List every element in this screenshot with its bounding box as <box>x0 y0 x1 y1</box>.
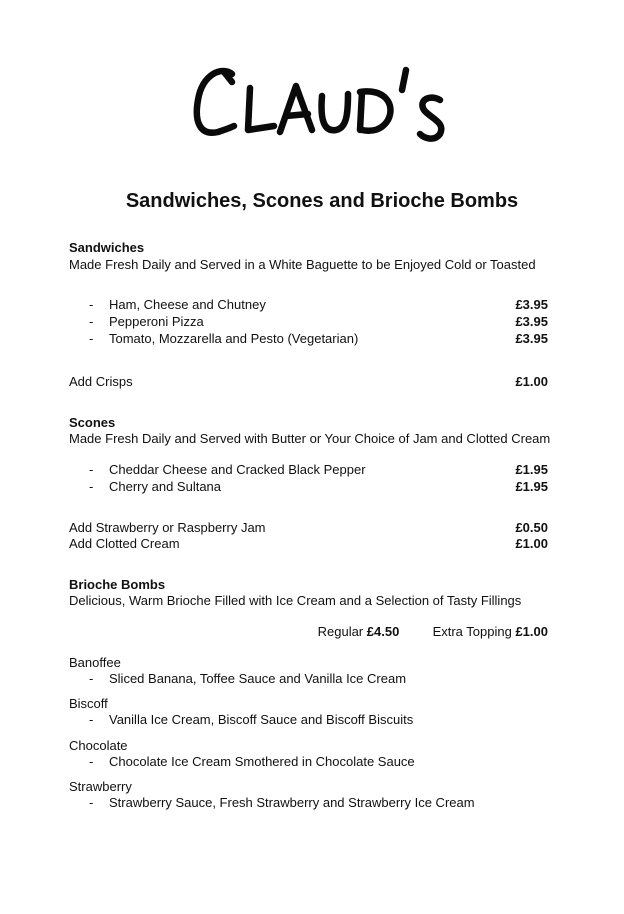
extra-price: £0.50 <box>515 520 548 535</box>
section-subtitle-scones: Made Fresh Daily and Served with Butter or Your Choice of Jam and Clotted Cream <box>69 431 551 446</box>
extra-name: Add Strawberry or Raspberry Jam <box>69 520 266 535</box>
item-name: Pepperoni Pizza <box>109 314 204 329</box>
section-subtitle-sandwiches: Made Fresh Daily and Served in a White Baguette to be Enjoyed Cold or Toasted <box>69 257 536 272</box>
flavour-desc: Sliced Banana, Toffee Sauce and Vanilla Ice Cream <box>109 671 407 686</box>
item-price: £1.95 <box>515 462 548 477</box>
flavour-desc: Vanilla Ice Cream, Biscoff Sauce and Biscoff Biscuits <box>109 712 414 727</box>
item-name: Cheddar Cheese and Cracked Black Pepper <box>109 462 366 477</box>
brioche-pricing <box>318 624 548 640</box>
item-price: £3.95 <box>515 297 548 312</box>
regular-price: £4.50 <box>366 624 400 639</box>
extra-name: Add Crisps <box>69 374 133 389</box>
bullet: - <box>89 314 94 329</box>
bullet: - <box>89 479 94 494</box>
item-price: £3.95 <box>515 314 548 329</box>
section-heading-scones: Scones <box>69 415 116 430</box>
bullet: - <box>89 297 94 312</box>
item-name: Cherry and Sultana <box>109 479 222 494</box>
claud-s-logo <box>188 60 458 150</box>
bullet: - <box>89 795 94 810</box>
flavour-desc: Chocolate Ice Cream Smothered in Chocolate Sauce <box>109 754 415 769</box>
topping-price: £1.00 <box>515 624 548 639</box>
topping-label: Extra Topping <box>432 624 512 639</box>
section-heading-sandwiches: Sandwiches <box>69 240 145 255</box>
flavour-name: Chocolate <box>69 738 128 753</box>
extra-name: Add Clotted Cream <box>69 536 180 551</box>
bullet: - <box>89 462 94 477</box>
bullet: - <box>89 712 94 727</box>
flavour-name: Biscoff <box>69 696 108 711</box>
regular-label: Regular <box>317 624 364 639</box>
item-name: Ham, Cheese and Chutney <box>109 297 266 312</box>
item-price: £1.95 <box>515 479 548 494</box>
section-subtitle-brioche: Delicious, Warm Brioche Filled with Ice Cream and a Selection of Tasty Fillings <box>69 593 522 608</box>
flavour-name: Banoffee <box>69 655 121 670</box>
item-price: £3.95 <box>515 331 548 346</box>
bullet: - <box>89 754 94 769</box>
bullet: - <box>89 671 94 686</box>
item-name: Tomato, Mozzarella and Pesto (Vegetarian) <box>109 331 359 346</box>
section-heading-brioche: Brioche Bombs <box>69 577 166 592</box>
flavour-desc: Strawberry Sauce, Fresh Strawberry and Strawberry Ice Cream <box>109 795 475 810</box>
flavour-name: Strawberry <box>69 779 132 794</box>
page-title: Sandwiches, Scones and Brioche Bombs <box>125 190 519 212</box>
extra-price: £1.00 <box>515 536 548 551</box>
bullet: - <box>89 331 94 346</box>
extra-price: £1.00 <box>515 374 548 389</box>
logo-wordmark-icon <box>188 60 458 150</box>
